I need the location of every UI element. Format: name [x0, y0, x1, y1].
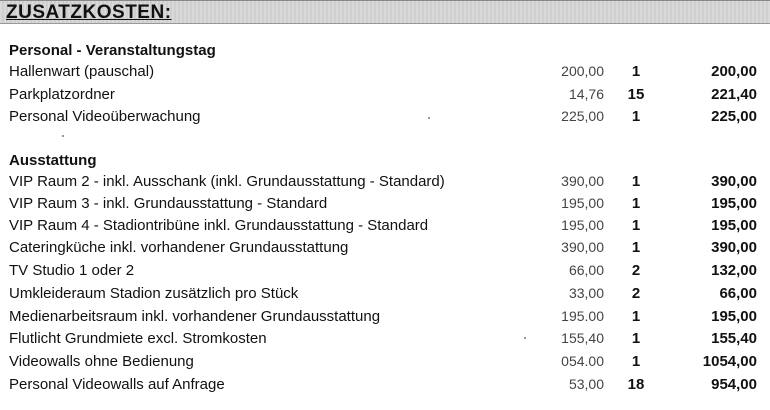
row-quantity: 1	[631, 308, 641, 325]
row-total: 195,00	[711, 217, 757, 234]
row-total: 954,00	[711, 376, 757, 393]
row-unit-price: 33,00	[568, 285, 604, 301]
row-total: 155,40	[711, 330, 757, 347]
row-unit-price: 14,76	[568, 86, 604, 102]
section-header-bar	[0, 0, 770, 24]
row-quantity: 1	[631, 173, 641, 190]
scan-speck	[524, 337, 526, 339]
cost-row	[0, 108, 770, 130]
row-unit-price: 195.00	[561, 308, 604, 324]
row-label: Medienarbeitsraum inkl. vorhandener Grundausstattung	[9, 308, 381, 325]
row-unit-price: 155,40	[561, 330, 604, 346]
row-unit-price: 195,00	[561, 217, 604, 233]
row-label: Personal Videoüberwachung	[9, 108, 201, 125]
cost-row	[0, 353, 770, 375]
cost-row	[0, 217, 770, 239]
row-quantity: 1	[631, 239, 641, 256]
row-total: 200,00	[711, 63, 757, 80]
cost-row	[0, 195, 770, 217]
row-quantity: 2	[631, 285, 641, 302]
row-unit-price: 53,00	[568, 376, 604, 392]
row-quantity: 1	[631, 108, 641, 125]
scan-speck	[428, 117, 430, 119]
cost-row	[0, 262, 770, 284]
row-label: VIP Raum 4 - Stadiontribüne inkl. Grundausstattung - Standard	[9, 217, 429, 234]
cost-row	[0, 285, 770, 307]
row-label: Parkplatzordner	[9, 86, 115, 103]
row-label: Personal Videowalls auf Anfrage	[9, 376, 225, 393]
section-title-ausstattung: Ausstattung	[9, 152, 97, 169]
cost-row	[0, 63, 770, 85]
row-quantity: 1	[631, 217, 641, 234]
row-quantity: 1	[631, 330, 641, 347]
row-unit-price: 225,00	[561, 108, 604, 124]
cost-row	[0, 86, 770, 108]
row-unit-price: 054.00	[561, 353, 604, 369]
row-total: 195,00	[711, 195, 757, 212]
cost-row	[0, 330, 770, 352]
row-quantity: 2	[631, 262, 641, 279]
row-total: 221,40	[711, 86, 757, 103]
row-label: TV Studio 1 oder 2	[9, 262, 135, 279]
cost-row	[0, 308, 770, 330]
row-total: 66,00	[719, 285, 757, 302]
row-label: Videowalls ohne Bedienung	[9, 353, 194, 370]
row-total: 132,00	[711, 262, 757, 279]
row-label: Cateringküche inkl. vorhandener Grundausstattung	[9, 239, 349, 256]
scan-speck	[62, 135, 64, 137]
row-quantity: 1	[631, 63, 641, 80]
row-unit-price: 200,00	[561, 63, 604, 79]
row-label: VIP Raum 2 - inkl. Ausschank (inkl. Grundausstattung - Standard)	[9, 173, 445, 190]
cost-row	[0, 173, 770, 195]
row-label: Flutlicht Grundmiete excl. Stromkosten	[9, 330, 267, 347]
row-unit-price: 66,00	[568, 262, 604, 278]
row-total: 225,00	[711, 108, 757, 125]
row-unit-price: 195,00	[561, 195, 604, 211]
row-unit-price: 390,00	[561, 239, 604, 255]
row-quantity: 18	[627, 376, 645, 393]
row-total: 390,00	[711, 173, 757, 190]
section-title-personal: Personal - Veranstaltungstag	[9, 42, 216, 59]
row-label: VIP Raum 3 - inkl. Grundausstattung - Standard	[9, 195, 328, 212]
row-label: Hallenwart (pauschal)	[9, 63, 155, 80]
row-quantity: 1	[631, 353, 641, 370]
document-heading: ZUSATZKOSTEN:	[6, 2, 172, 23]
cost-row	[0, 239, 770, 261]
cost-row	[0, 376, 770, 398]
row-total: 195,00	[711, 308, 757, 325]
row-quantity: 15	[627, 86, 645, 103]
row-quantity: 1	[631, 195, 641, 212]
row-unit-price: 390,00	[561, 173, 604, 189]
row-total: 1054,00	[702, 353, 757, 370]
row-total: 390,00	[711, 239, 757, 256]
row-label: Umkleideraum Stadion zusätzlich pro Stück	[9, 285, 299, 302]
